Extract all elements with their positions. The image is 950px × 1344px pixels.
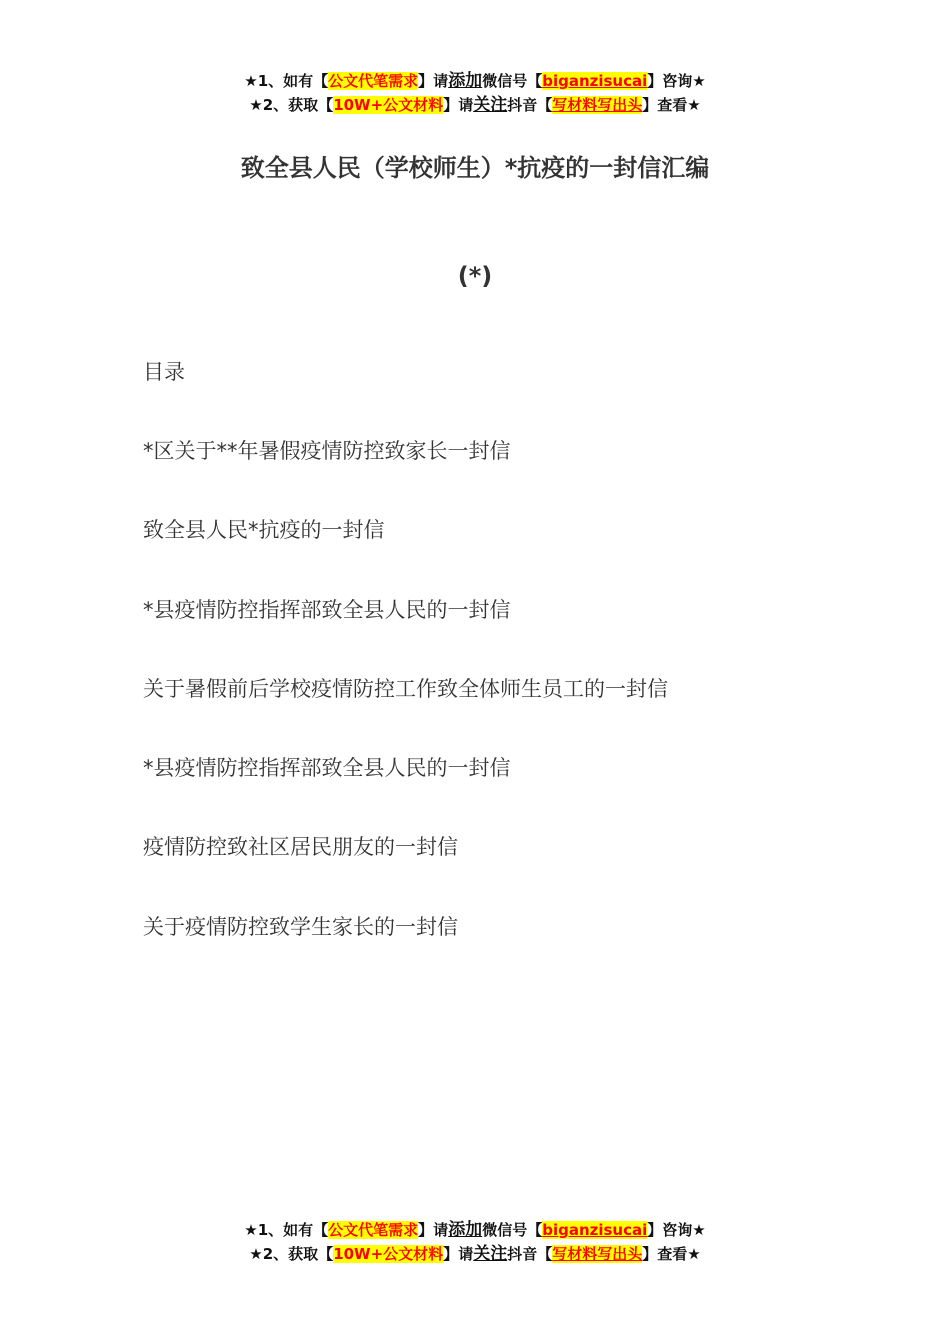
- toc-item[interactable]: *县疫情防控指挥部致全县人民的一封信: [143, 597, 511, 622]
- emphasis-add: 添加: [448, 71, 483, 91]
- toc-item[interactable]: 疫情防控致社区居民朋友的一封信: [143, 835, 458, 860]
- banner-line-2: ★2、获取【10W+公文材料】请关注抖音【写材料写出头】查看★: [249, 1244, 701, 1264]
- banner-line-1: ★1、如有【公文代笔需求】请添加微信号【biganzisucai】咨询★: [244, 1220, 706, 1240]
- toc-item[interactable]: 关于疫情防控致学生家长的一封信: [143, 914, 458, 939]
- emphasis-follow: 关注: [473, 1244, 508, 1264]
- highlight-materials: 10W+公文材料: [333, 1245, 444, 1263]
- footer-banner: [0, 1218, 950, 1266]
- header-banner: [0, 69, 950, 117]
- document-subtitle: (*): [457, 262, 493, 290]
- wechat-id-link[interactable]: biganzisucai: [542, 72, 648, 90]
- emphasis-add: 添加: [448, 1220, 483, 1240]
- wechat-id-link[interactable]: biganzisucai: [542, 1221, 648, 1239]
- banner-line-1: ★1、如有【公文代笔需求】请添加微信号【biganzisucai】咨询★: [244, 71, 706, 91]
- douyin-account-link[interactable]: 写材料写出头: [552, 1245, 643, 1263]
- toc-heading: 目录: [143, 360, 185, 384]
- banner-line-2: ★2、获取【10W+公文材料】请关注抖音【写材料写出头】查看★: [249, 95, 701, 115]
- highlight-materials: 10W+公文材料: [333, 96, 444, 114]
- toc-item[interactable]: 关于暑假前后学校疫情防控工作致全体师生员工的一封信: [143, 676, 668, 701]
- document-title: 致全县人民（学校师生）*抗疫的一封信汇编: [240, 154, 710, 182]
- emphasis-follow: 关注: [473, 95, 508, 115]
- table-of-contents: [143, 356, 843, 990]
- douyin-account-link[interactable]: 写材料写出头: [552, 96, 643, 114]
- toc-item[interactable]: *区关于**年暑假疫情防控致家长一封信: [143, 439, 511, 463]
- toc-item[interactable]: *县疫情防控指挥部致全县人民的一封信: [143, 756, 511, 781]
- highlight-ghostwriting: 公文代笔需求: [328, 72, 419, 90]
- toc-item[interactable]: 致全县人民*抗疫的一封信: [143, 518, 385, 543]
- highlight-ghostwriting: 公文代笔需求: [328, 1221, 419, 1239]
